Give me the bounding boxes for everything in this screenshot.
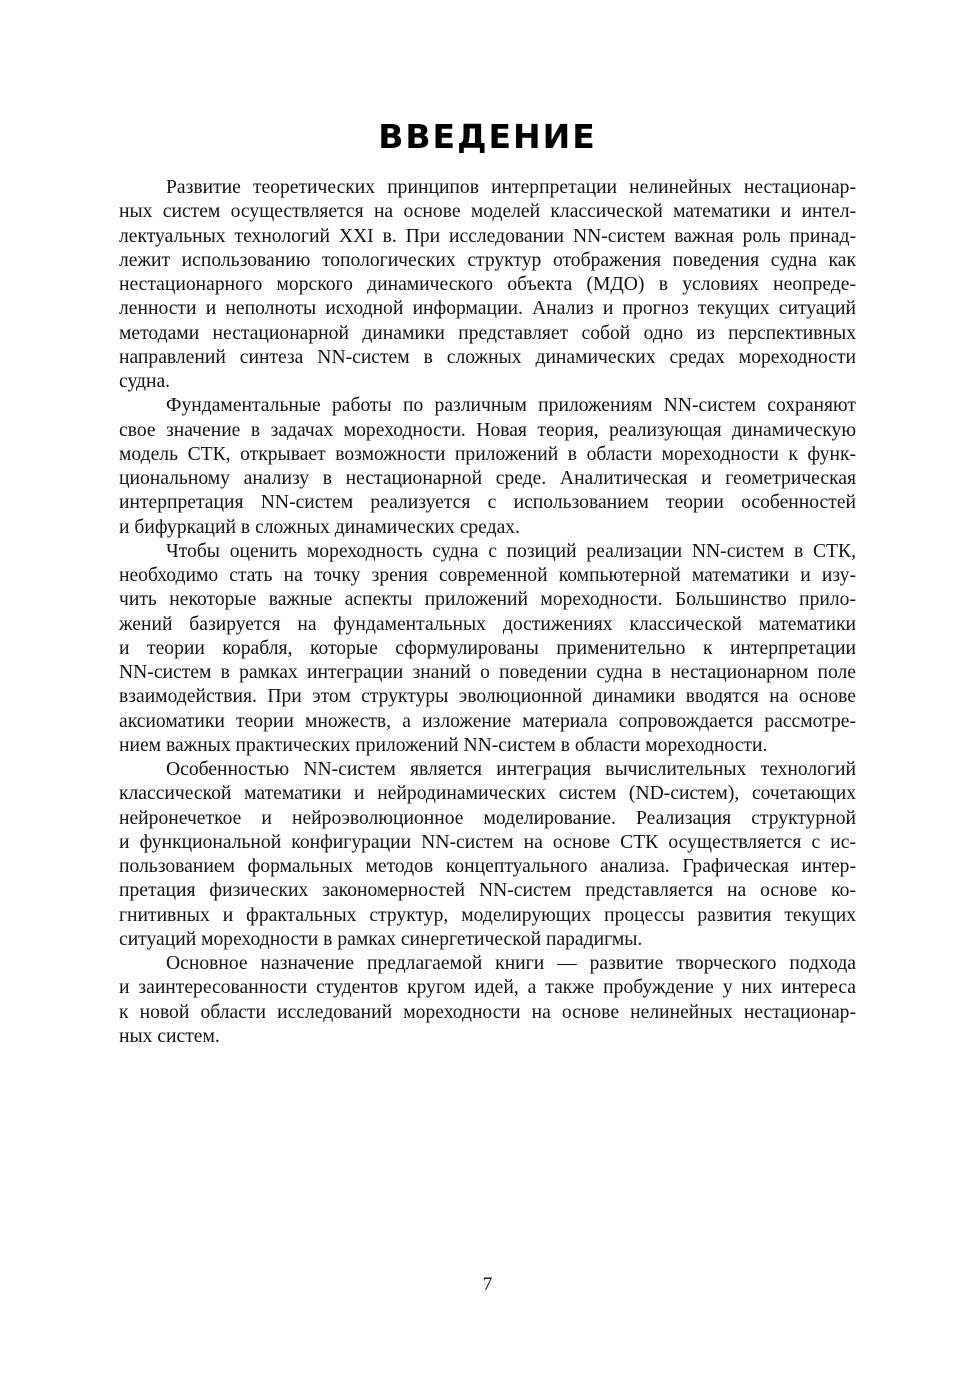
text-line: и бифуркаций в сложных динамических средах.: [119, 516, 520, 538]
text-line: нием важных практических приложений NN-систем в области мореходности.: [119, 734, 768, 756]
text-line: пользованием формальных методов концептуального анализа. Графическая интер-: [119, 856, 856, 877]
text-line: свое значение в задачах мореходности. Новая теория, реализующая динамическую: [119, 419, 856, 441]
paragraph: [119, 540, 856, 758]
text-line: претация физических закономерностей NN-систем представляется на основе ко-: [119, 880, 856, 902]
body-text: [119, 176, 856, 1049]
text-line: необходимо стать на точку зрения современной компьютерной математики и изу-: [119, 565, 856, 586]
text-line: ленности и неполноты исходной информации. Анализ и прогноз текущих ситуаций: [119, 298, 856, 320]
text-line: нейронечеткое и нейроэволюционное моделирование. Реализация структурной: [119, 807, 856, 829]
text-line: взаимодействия. При этом структуры эволюционной динамики вводятся на основе: [119, 686, 856, 708]
text-line: и функциональной конфигурации NN-систем на основе СТК осуществляется с ис-: [119, 831, 856, 853]
text-line: циональному анализу в нестационарной среде. Аналитическая и геометрическая: [119, 468, 856, 489]
text-line: ных систем осуществляется на основе моделей классической математики и интел-: [119, 201, 856, 223]
text-line: и теории корабля, которые сформулированы применительно к интерпретации: [119, 637, 856, 659]
text-line: методами нестационарной динамики представляет собой одно из перспективных: [119, 322, 856, 344]
text-line: NN-систем в рамках интеграции знаний о поведении судна в нестационарном поле: [119, 662, 856, 683]
paragraph: [119, 176, 856, 394]
text-line: модель СТК, открывает возможности приложений в области мореходности к функ-: [119, 443, 856, 465]
text-line: нестационарного морского динамического объекта (МДО) в условиях неопреде-: [119, 274, 856, 295]
text-line: и заинтересованности студентов кругом идей, а также пробуждение у них интереса: [119, 977, 856, 999]
text-line: направлений синтеза NN-систем в сложных динамических средах мореходности: [119, 346, 856, 368]
paragraph: [119, 952, 856, 1049]
text-line: Фундаментальные работы по различным приложениям NN-систем сохраняют: [166, 395, 856, 417]
text-line: Особенностью NN-систем является интеграция вычислительных технологий: [166, 759, 856, 780]
text-line: аксиоматики теории множеств, а изложение материала сопровождается рассмотре-: [119, 710, 856, 732]
text-line: лектуальных технологий XXI в. При исследовании NN-систем важная роль принад-: [119, 225, 856, 247]
text-line: ных систем.: [119, 1025, 220, 1047]
page-number: 7: [482, 1274, 493, 1295]
text-line: судна.: [119, 371, 171, 392]
text-line: Развитие теоретических принципов интерпретации нелинейных нестационар-: [166, 177, 856, 198]
text-line: чить некоторые важные аспекты приложений мореходности. Большинство прило-: [119, 589, 856, 611]
text-line: классической математики и нейродинамических систем (ND-систем), сочетающих: [119, 783, 856, 805]
text-line: гнитивных и фрактальных структур, моделирующих процессы развития текущих: [119, 904, 856, 926]
paragraph: [119, 758, 856, 952]
text-line: интерпретация NN-систем реализуется с использованием теории особенностей: [119, 492, 856, 514]
text-line: лежит использованию топологических структур отображения поведения судна как: [119, 249, 856, 271]
text-line: Чтобы оценить мореходность судна с позиций реализации NN-систем в СТК,: [166, 540, 856, 562]
text-line: Основное назначение предлагаемой книги — развитие творческого подхода: [166, 953, 856, 974]
text-line: ситуаций мореходности в рамках синергетической парадигмы.: [119, 928, 643, 950]
chapter-heading: ВВЕДЕНИЕ: [378, 117, 597, 156]
text-line: к новой области исследований мореходности на основе нелинейных нестационар-: [119, 1001, 856, 1023]
paragraph: [119, 394, 856, 540]
text-line: жений базируется на фундаментальных достижениях классической математики: [119, 613, 856, 635]
